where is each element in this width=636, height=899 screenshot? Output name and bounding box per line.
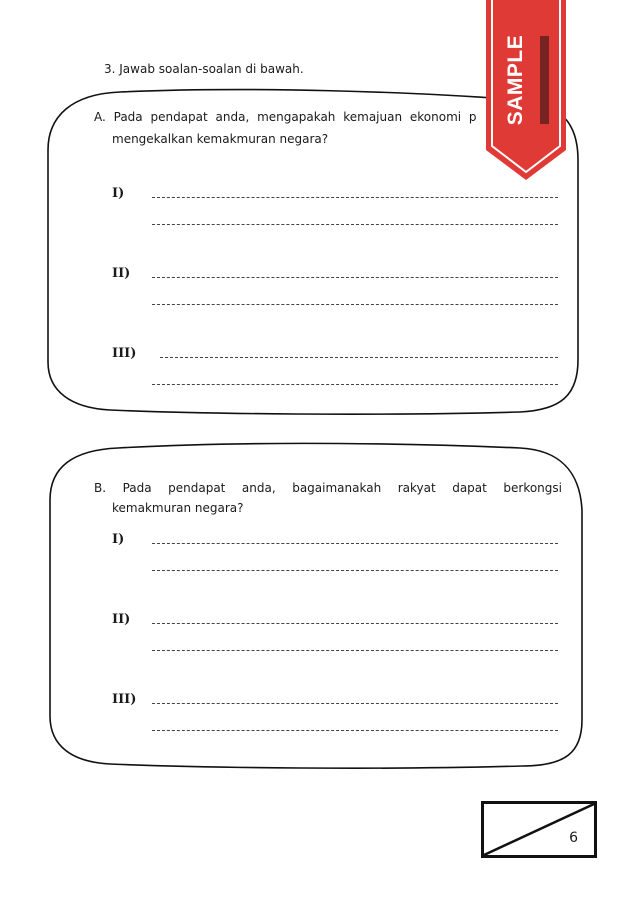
answer-b-line-1a[interactable] — [152, 543, 558, 544]
answer-a-line-2b[interactable] — [152, 304, 558, 305]
question-title: 3. Jawab soalan-soalan di bawah. — [104, 62, 304, 76]
answer-b-line-3a[interactable] — [152, 703, 558, 704]
answer-a-line-3a[interactable] — [160, 357, 558, 358]
answer-a-line-2a[interactable] — [152, 277, 558, 278]
answer-a-label-3: III) — [112, 346, 137, 361]
question-a-line2: mengekalkan kemakmuran negara? — [112, 132, 329, 146]
answer-a-label-2: II) — [112, 266, 131, 281]
answer-b-label-3: III) — [112, 692, 137, 707]
answer-b-label-1: I) — [112, 532, 125, 547]
question-b-line2: kemakmuran negara? — [112, 501, 244, 515]
page-number: 6 — [569, 830, 578, 846]
question-a-line1: A. Pada pendapat anda, mengapakah kemajuan ekonomi p — [94, 110, 477, 124]
answer-b-line-3b[interactable] — [152, 730, 558, 731]
question-b-text — [94, 478, 562, 518]
question-b-line1: B. Pada pendapat anda, bagaimanakah rakyat dapat berkongsi — [94, 481, 562, 495]
sample-stamp-text: SAMPLE — [504, 34, 527, 126]
answer-a-line-1a[interactable] — [152, 197, 558, 198]
answer-b-label-2: II) — [112, 612, 131, 627]
page-number-box — [481, 801, 597, 858]
answer-a-line-3b[interactable] — [152, 384, 558, 385]
answer-b-line-1b[interactable] — [152, 570, 558, 571]
answer-a-label-1: I) — [112, 186, 125, 201]
answer-b-line-2b[interactable] — [152, 650, 558, 651]
sample-stamp-text-wrap — [488, 32, 548, 132]
answer-a-line-1b[interactable] — [152, 224, 558, 225]
answer-b-line-2a[interactable] — [152, 623, 558, 624]
